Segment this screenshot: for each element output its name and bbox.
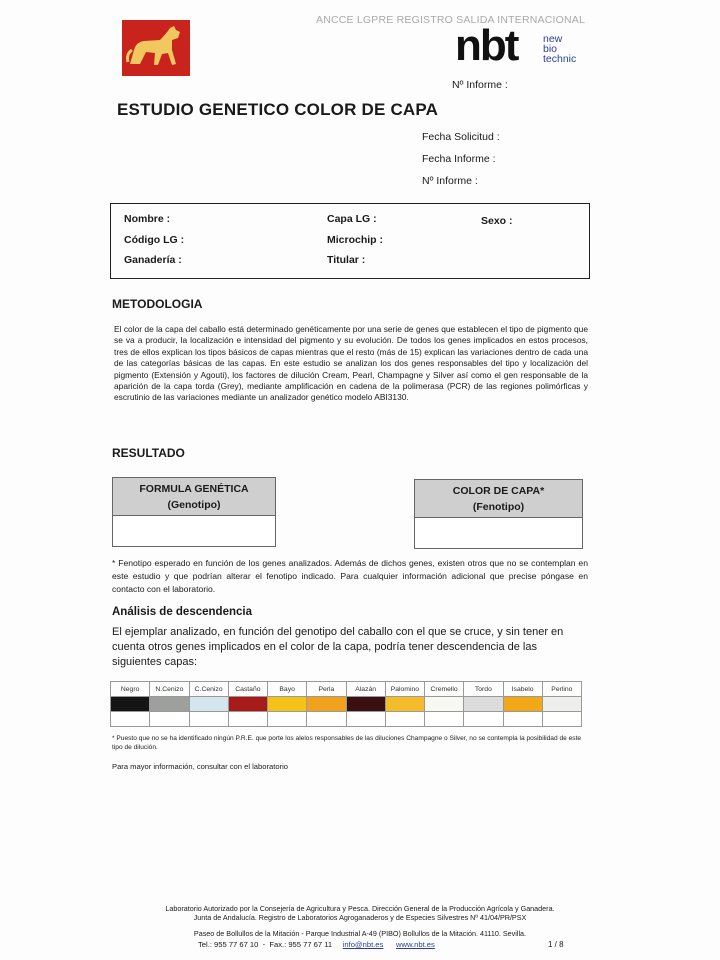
color-swatch — [346, 697, 385, 712]
footer-line-1: Laboratorio Autorizado por la Consejería de Agricultura y Pesca. Dirección General de la Producción Agrícola y Ganadera. — [165, 904, 555, 913]
color-result-cell — [307, 712, 346, 727]
phenotype-box — [414, 479, 583, 549]
color-result-cell — [228, 712, 267, 727]
analisis-text: El ejemplar analizado, en función del genotipo del caballo con el que se cruce, y sin tener en cuenta otros genes implicados en el color de la capa, podría tener descendencia de las siguientes capas: — [112, 626, 564, 668]
coat-color-table — [110, 681, 582, 727]
color-label-cell: Perlino — [542, 682, 581, 697]
horse-logo-icon — [122, 20, 190, 76]
color-result-cell — [385, 712, 424, 727]
titular-label: Titular : — [327, 254, 366, 266]
color-swatch — [464, 697, 503, 712]
nbt-logo — [455, 21, 577, 70]
metodologia-text: El color de la capa del caballo está determinado genéticamente por una serie de genes que establecen el tipo de pigmento que se va a producir, la localización e intensidad del pigmento y su evolución. De todos los genes implicados en estos procesos, tres de ellos explican los tipos básicos de capas mientras que el resto (más de 15) explican las variaciones dentro de cada una de las categorías básicas de las capas. En este estudio se analizan los dos genes responsables del tipo y localización del pigmento (Extensión y Agouti), los factores de dilución Cream, Pearl, Champagne y Silver así como el gen responsable de la aparición de la capa torda (Grey), mediante amplificación en cadena de la polimerasa (PCR) de las regiones polimórficas y escrutinio de las variaciones mediante un analizador genético modelo ABI3130. — [114, 324, 588, 403]
metodologia-heading: METODOLOGIA — [112, 297, 203, 311]
footer-tel: Tel.: 955 77 67 10 — [198, 940, 259, 949]
informe-number-top: Nº Informe : — [452, 79, 508, 91]
color-result-cell — [189, 712, 228, 727]
color-label-cell: Isabelo — [503, 682, 542, 697]
formula-genetica-title: FORMULA GENÉTICA — [139, 483, 249, 495]
fenotipo-subtitle: (Fenotipo) — [472, 501, 525, 513]
genotype-box — [112, 477, 276, 547]
color-result-cell — [503, 712, 542, 727]
dilution-footnote: * Puesto que no se ha identificado ningún P.R.E. que porte los alelos responsables de las diluciones Champagne o Silver, no se contempla la posibilidad de este tipo de dilución. — [112, 735, 582, 751]
phenotype-note: * Fenotipo esperado en función de los genes analizados. Además de dichos genes, existen otros que no se contemplan en este estudio y que podrían alterar el fenotipo indicado. Para cualquier información adicional que precise póngase en contacto con el laboratorio. — [112, 558, 588, 594]
color-de-capa-title: COLOR DE CAPA* — [452, 485, 545, 497]
color-result-cell — [150, 712, 189, 727]
logo-sub-new: new — [543, 33, 563, 45]
logo-subtitle — [543, 34, 576, 64]
logo-sub-bio: bio — [543, 43, 558, 55]
footer-email-link[interactable]: info@nbt.es — [342, 940, 384, 949]
color-swatch — [150, 697, 189, 712]
page-number: 1 / 8 — [548, 940, 564, 949]
resultado-heading: RESULTADO — [112, 446, 185, 460]
footer-web-link[interactable]: www.nbt.es — [395, 940, 435, 949]
nombre-label: Nombre : — [124, 213, 171, 225]
fecha-informe-label: Fecha Informe : — [422, 153, 496, 165]
color-swatch — [503, 697, 542, 712]
capa-lg-label: Capa LG : — [327, 213, 377, 225]
ganaderia-label: Ganadería : — [124, 254, 182, 266]
color-label-cell: Negro — [111, 682, 150, 697]
footer-line-2: Junta de Andalucía. Registro de Laboratorios Agroganaderos y de Especies Silvestres Nº 41/04/PR/PSX — [193, 913, 527, 922]
color-result-cell — [346, 712, 385, 727]
color-label-cell: Cremello — [425, 682, 464, 697]
color-label-cell: C.Cenizo — [189, 682, 228, 697]
color-result-cell — [542, 712, 581, 727]
color-result-cell — [111, 712, 150, 727]
horse-identification-box — [110, 203, 590, 279]
more-info-text: Para mayor información, consultar con el laboratorio — [112, 762, 289, 771]
fecha-solicitud-label: Fecha Solicitud : — [422, 131, 500, 143]
phenotype-box-header — [415, 480, 582, 518]
color-label-cell: N.Cenizo — [150, 682, 189, 697]
n-informe-label: Nº Informe : — [422, 175, 478, 187]
color-swatch — [268, 697, 307, 712]
color-result-cell — [425, 712, 464, 727]
genotype-box-header — [113, 478, 275, 516]
footer-contact: Tel.: 955 77 67 10 - Fax.: 955 77 67 11 info@nbt.es www.nbt.es — [198, 940, 435, 949]
color-swatch — [307, 697, 346, 712]
color-swatch — [385, 697, 424, 712]
color-label-cell: Bayo — [268, 682, 307, 697]
color-result-cell — [464, 712, 503, 727]
color-result-cell — [268, 712, 307, 727]
footer-address: Paseo de Bollullos de la Mitación - Parque Industrial A-49 (PIBO) Bollullos de la Mitación. 41110. Sevilla. — [193, 929, 527, 938]
color-label-cell: Tordo — [464, 682, 503, 697]
sexo-label: Sexo : — [481, 215, 513, 227]
color-swatch — [542, 697, 581, 712]
genotipo-subtitle: (Genotipo) — [167, 499, 221, 511]
color-swatch — [111, 697, 150, 712]
color-label-cell: Castaño — [228, 682, 267, 697]
registry-stamp: ANCCE LGPRE REGISTRO SALIDA INTERNACIONAL — [316, 14, 586, 26]
microchip-label: Microchip : — [327, 234, 384, 246]
codigo-lg-label: Código LG : — [124, 234, 185, 246]
color-swatch — [228, 697, 267, 712]
color-swatch — [425, 697, 464, 712]
color-swatch — [189, 697, 228, 712]
color-label-cell: Palomino — [385, 682, 424, 697]
footer-fax: Fax.: 955 77 67 11 — [269, 940, 333, 949]
color-label-cell: Alazán — [346, 682, 385, 697]
analisis-heading: Análisis de descendencia — [112, 606, 252, 618]
color-label-cell: Perla — [307, 682, 346, 697]
logo-wordmark: nbt — [455, 21, 518, 70]
page-title: ESTUDIO GENETICO COLOR DE CAPA — [117, 100, 439, 119]
logo-sub-technic: technic — [543, 53, 577, 65]
